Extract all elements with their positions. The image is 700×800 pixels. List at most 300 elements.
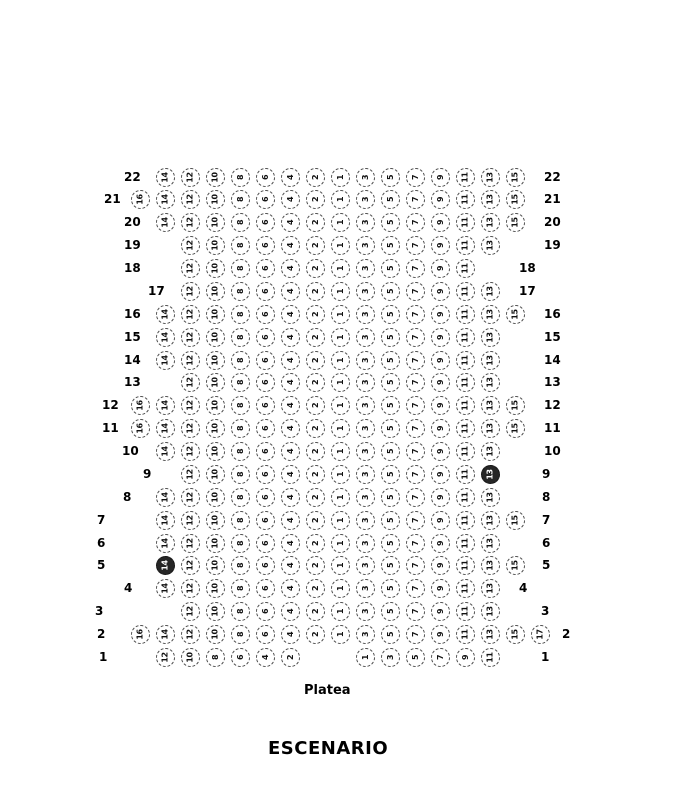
seat-row6-6[interactable] xyxy=(256,534,275,553)
seat-row9-13[interactable] xyxy=(481,465,500,484)
seat-row7-13[interactable] xyxy=(481,511,500,530)
seat-row21-5[interactable] xyxy=(381,190,400,209)
seat-row20-13[interactable] xyxy=(481,213,500,232)
seat-row19-4[interactable] xyxy=(281,236,300,255)
seat-row13-7[interactable] xyxy=(406,373,425,392)
seat-row6-12[interactable] xyxy=(181,534,200,553)
seat-row13-9[interactable] xyxy=(431,373,450,392)
seat-row3-13[interactable] xyxy=(481,602,500,621)
seat-row7-4[interactable] xyxy=(281,511,300,530)
seat-row3-10[interactable] xyxy=(206,602,225,621)
seat-row11-16[interactable] xyxy=(131,419,150,438)
seat-row21-16[interactable] xyxy=(131,190,150,209)
seat-row11-4[interactable] xyxy=(281,419,300,438)
seat-row11-10[interactable] xyxy=(206,419,225,438)
seat-row3-11[interactable] xyxy=(456,602,475,621)
seat-row18-6[interactable] xyxy=(256,259,275,278)
seat-row18-2[interactable] xyxy=(306,259,325,278)
seat-row14-6[interactable] xyxy=(256,351,275,370)
seat-row22-6[interactable] xyxy=(256,168,275,187)
seat-row21-8[interactable] xyxy=(231,190,250,209)
seat-row9-7[interactable] xyxy=(406,465,425,484)
seat-row5-10[interactable] xyxy=(206,556,225,575)
seat-row6-8[interactable] xyxy=(231,534,250,553)
seat-row20-15[interactable] xyxy=(506,213,525,232)
seat-row20-6[interactable] xyxy=(256,213,275,232)
seat-row8-14[interactable] xyxy=(156,488,175,507)
seat-row14-13[interactable] xyxy=(481,351,500,370)
seat-row5-12[interactable] xyxy=(181,556,200,575)
seat-row13-4[interactable] xyxy=(281,373,300,392)
seat-row22-11[interactable] xyxy=(456,168,475,187)
seat-row4-2[interactable] xyxy=(306,579,325,598)
seat-row15-10[interactable] xyxy=(206,328,225,347)
seat-row21-4[interactable] xyxy=(281,190,300,209)
seat-row14-3[interactable] xyxy=(356,351,375,370)
seat-row2-11[interactable] xyxy=(456,625,475,644)
seat-row8-12[interactable] xyxy=(181,488,200,507)
seat-row21-13[interactable] xyxy=(481,190,500,209)
seat-row2-8[interactable] xyxy=(231,625,250,644)
seat-row20-14[interactable] xyxy=(156,213,175,232)
seat-row14-9[interactable] xyxy=(431,351,450,370)
seat-row15-5[interactable] xyxy=(381,328,400,347)
seat-row14-5[interactable] xyxy=(381,351,400,370)
seat-row12-1[interactable] xyxy=(331,396,350,415)
seat-row6-5[interactable] xyxy=(381,534,400,553)
seat-row22-9[interactable] xyxy=(431,168,450,187)
seat-row16-11[interactable] xyxy=(456,305,475,324)
seat-row1-10[interactable] xyxy=(181,648,200,667)
seat-row15-12[interactable] xyxy=(181,328,200,347)
seat-row17-7[interactable] xyxy=(406,282,425,301)
seat-row18-8[interactable] xyxy=(231,259,250,278)
seat-row4-3[interactable] xyxy=(356,579,375,598)
seat-row11-5[interactable] xyxy=(381,419,400,438)
seat-row7-12[interactable] xyxy=(181,511,200,530)
seat-row15-4[interactable] xyxy=(281,328,300,347)
seat-row19-12[interactable] xyxy=(181,236,200,255)
seat-row11-8[interactable] xyxy=(231,419,250,438)
seat-row18-11[interactable] xyxy=(456,259,475,278)
seat-row15-6[interactable] xyxy=(256,328,275,347)
seat-row21-15[interactable] xyxy=(506,190,525,209)
seat-row8-8[interactable] xyxy=(231,488,250,507)
seat-row17-10[interactable] xyxy=(206,282,225,301)
seat-row6-2[interactable] xyxy=(306,534,325,553)
seat-row5-11[interactable] xyxy=(456,556,475,575)
seat-row3-5[interactable] xyxy=(381,602,400,621)
seat-row17-4[interactable] xyxy=(281,282,300,301)
seat-row16-1[interactable] xyxy=(331,305,350,324)
seat-row1-2[interactable] xyxy=(281,648,300,667)
seat-row7-1[interactable] xyxy=(331,511,350,530)
seat-row4-10[interactable] xyxy=(206,579,225,598)
seat-row9-4[interactable] xyxy=(281,465,300,484)
seat-row12-11[interactable] xyxy=(456,396,475,415)
seat-row2-5[interactable] xyxy=(381,625,400,644)
seat-row6-9[interactable] xyxy=(431,534,450,553)
seat-row12-6[interactable] xyxy=(256,396,275,415)
seat-row18-10[interactable] xyxy=(206,259,225,278)
seat-row2-3[interactable] xyxy=(356,625,375,644)
seat-row3-2[interactable] xyxy=(306,602,325,621)
seat-row14-1[interactable] xyxy=(331,351,350,370)
seat-row10-14[interactable] xyxy=(156,442,175,461)
seat-row1-1[interactable] xyxy=(356,648,375,667)
seat-row20-10[interactable] xyxy=(206,213,225,232)
seat-row5-13[interactable] xyxy=(481,556,500,575)
seat-row2-7[interactable] xyxy=(406,625,425,644)
seat-row12-14[interactable] xyxy=(156,396,175,415)
seat-row4-13[interactable] xyxy=(481,579,500,598)
seat-row9-9[interactable] xyxy=(431,465,450,484)
seat-row21-12[interactable] xyxy=(181,190,200,209)
seat-row10-1[interactable] xyxy=(331,442,350,461)
seat-row15-1[interactable] xyxy=(331,328,350,347)
seat-row7-14[interactable] xyxy=(156,511,175,530)
seat-row13-2[interactable] xyxy=(306,373,325,392)
seat-row17-13[interactable] xyxy=(481,282,500,301)
seat-row21-7[interactable] xyxy=(406,190,425,209)
seat-row2-6[interactable] xyxy=(256,625,275,644)
seat-row14-11[interactable] xyxy=(456,351,475,370)
seat-row22-12[interactable] xyxy=(181,168,200,187)
seat-row9-3[interactable] xyxy=(356,465,375,484)
seat-row22-8[interactable] xyxy=(231,168,250,187)
seat-row7-7[interactable] xyxy=(406,511,425,530)
seat-row20-9[interactable] xyxy=(431,213,450,232)
seat-row12-8[interactable] xyxy=(231,396,250,415)
seat-row12-3[interactable] xyxy=(356,396,375,415)
seat-row6-7[interactable] xyxy=(406,534,425,553)
seat-row2-14[interactable] xyxy=(156,625,175,644)
seat-row18-7[interactable] xyxy=(406,259,425,278)
seat-row17-6[interactable] xyxy=(256,282,275,301)
seat-row9-12[interactable] xyxy=(181,465,200,484)
seat-row4-12[interactable] xyxy=(181,579,200,598)
seat-row19-11[interactable] xyxy=(456,236,475,255)
seat-row22-13[interactable] xyxy=(481,168,500,187)
seat-row16-6[interactable] xyxy=(256,305,275,324)
seat-row16-15[interactable] xyxy=(506,305,525,324)
seat-row22-7[interactable] xyxy=(406,168,425,187)
seat-row14-10[interactable] xyxy=(206,351,225,370)
seat-row3-12[interactable] xyxy=(181,602,200,621)
seat-row19-13[interactable] xyxy=(481,236,500,255)
seat-row11-14[interactable] xyxy=(156,419,175,438)
seat-row21-6[interactable] xyxy=(256,190,275,209)
seat-row17-12[interactable] xyxy=(181,282,200,301)
seat-row22-5[interactable] xyxy=(381,168,400,187)
seat-row17-11[interactable] xyxy=(456,282,475,301)
seat-row11-1[interactable] xyxy=(331,419,350,438)
seat-row12-5[interactable] xyxy=(381,396,400,415)
seat-row8-11[interactable] xyxy=(456,488,475,507)
seat-row13-11[interactable] xyxy=(456,373,475,392)
seat-row2-17[interactable] xyxy=(531,625,550,644)
seat-row10-9[interactable] xyxy=(431,442,450,461)
seat-row7-8[interactable] xyxy=(231,511,250,530)
seat-row3-4[interactable] xyxy=(281,602,300,621)
seat-row11-9[interactable] xyxy=(431,419,450,438)
seat-row5-15[interactable] xyxy=(506,556,525,575)
seat-row18-3[interactable] xyxy=(356,259,375,278)
seat-row1-3[interactable] xyxy=(381,648,400,667)
seat-row21-14[interactable] xyxy=(156,190,175,209)
seat-row2-16[interactable] xyxy=(131,625,150,644)
seat-row20-5[interactable] xyxy=(381,213,400,232)
seat-row7-11[interactable] xyxy=(456,511,475,530)
seat-row8-2[interactable] xyxy=(306,488,325,507)
seat-row13-12[interactable] xyxy=(181,373,200,392)
seat-row16-4[interactable] xyxy=(281,305,300,324)
seat-row13-3[interactable] xyxy=(356,373,375,392)
seat-row1-4[interactable] xyxy=(256,648,275,667)
seat-row10-6[interactable] xyxy=(256,442,275,461)
seat-row11-13[interactable] xyxy=(481,419,500,438)
seat-row17-3[interactable] xyxy=(356,282,375,301)
seat-row22-2[interactable] xyxy=(306,168,325,187)
seat-row12-4[interactable] xyxy=(281,396,300,415)
seat-row5-5[interactable] xyxy=(381,556,400,575)
seat-row12-9[interactable] xyxy=(431,396,450,415)
seat-row12-2[interactable] xyxy=(306,396,325,415)
seat-row5-8[interactable] xyxy=(231,556,250,575)
seat-row20-12[interactable] xyxy=(181,213,200,232)
seat-row6-11[interactable] xyxy=(456,534,475,553)
seat-row10-8[interactable] xyxy=(231,442,250,461)
seat-row19-1[interactable] xyxy=(331,236,350,255)
seat-row10-5[interactable] xyxy=(381,442,400,461)
seat-row10-3[interactable] xyxy=(356,442,375,461)
seat-row16-12[interactable] xyxy=(181,305,200,324)
seat-row16-2[interactable] xyxy=(306,305,325,324)
seat-row16-10[interactable] xyxy=(206,305,225,324)
seat-row2-13[interactable] xyxy=(481,625,500,644)
seat-row10-7[interactable] xyxy=(406,442,425,461)
seat-row9-6[interactable] xyxy=(256,465,275,484)
seat-row8-10[interactable] xyxy=(206,488,225,507)
seat-row4-4[interactable] xyxy=(281,579,300,598)
seat-row11-15[interactable] xyxy=(506,419,525,438)
seat-row16-5[interactable] xyxy=(381,305,400,324)
seat-row1-7[interactable] xyxy=(431,648,450,667)
seat-row19-7[interactable] xyxy=(406,236,425,255)
seat-row20-7[interactable] xyxy=(406,213,425,232)
seat-row13-10[interactable] xyxy=(206,373,225,392)
seat-row22-14[interactable] xyxy=(156,168,175,187)
seat-row5-3[interactable] xyxy=(356,556,375,575)
seat-row22-1[interactable] xyxy=(331,168,350,187)
seat-row10-11[interactable] xyxy=(456,442,475,461)
seat-row20-8[interactable] xyxy=(231,213,250,232)
seat-row9-8[interactable] xyxy=(231,465,250,484)
seat-row12-13[interactable] xyxy=(481,396,500,415)
seat-row6-10[interactable] xyxy=(206,534,225,553)
seat-row5-2[interactable] xyxy=(306,556,325,575)
seat-row14-7[interactable] xyxy=(406,351,425,370)
seat-row3-9[interactable] xyxy=(431,602,450,621)
seat-row8-9[interactable] xyxy=(431,488,450,507)
seat-row18-4[interactable] xyxy=(281,259,300,278)
seat-row11-7[interactable] xyxy=(406,419,425,438)
seat-row18-9[interactable] xyxy=(431,259,450,278)
seat-row12-16[interactable] xyxy=(131,396,150,415)
seat-row5-14[interactable] xyxy=(156,556,175,575)
seat-row22-15[interactable] xyxy=(506,168,525,187)
seat-row20-11[interactable] xyxy=(456,213,475,232)
seat-row8-7[interactable] xyxy=(406,488,425,507)
seat-row4-1[interactable] xyxy=(331,579,350,598)
seat-row15-2[interactable] xyxy=(306,328,325,347)
seat-row9-2[interactable] xyxy=(306,465,325,484)
seat-row2-9[interactable] xyxy=(431,625,450,644)
seat-row11-6[interactable] xyxy=(256,419,275,438)
seat-row5-4[interactable] xyxy=(281,556,300,575)
seat-row10-10[interactable] xyxy=(206,442,225,461)
seat-row5-1[interactable] xyxy=(331,556,350,575)
seat-row21-1[interactable] xyxy=(331,190,350,209)
seat-row6-14[interactable] xyxy=(156,534,175,553)
seat-row22-10[interactable] xyxy=(206,168,225,187)
seat-row9-5[interactable] xyxy=(381,465,400,484)
seat-row17-5[interactable] xyxy=(381,282,400,301)
seat-row8-4[interactable] xyxy=(281,488,300,507)
seat-row21-11[interactable] xyxy=(456,190,475,209)
seat-row10-2[interactable] xyxy=(306,442,325,461)
seat-row4-8[interactable] xyxy=(231,579,250,598)
seat-row6-13[interactable] xyxy=(481,534,500,553)
seat-row3-7[interactable] xyxy=(406,602,425,621)
seat-row5-7[interactable] xyxy=(406,556,425,575)
seat-row2-1[interactable] xyxy=(331,625,350,644)
seat-row12-10[interactable] xyxy=(206,396,225,415)
seat-row7-9[interactable] xyxy=(431,511,450,530)
seat-row17-9[interactable] xyxy=(431,282,450,301)
seat-row4-11[interactable] xyxy=(456,579,475,598)
seat-row11-12[interactable] xyxy=(181,419,200,438)
seat-row2-10[interactable] xyxy=(206,625,225,644)
seat-row14-14[interactable] xyxy=(156,351,175,370)
seat-row1-8[interactable] xyxy=(206,648,225,667)
seat-row9-11[interactable] xyxy=(456,465,475,484)
seat-row3-6[interactable] xyxy=(256,602,275,621)
seat-row7-10[interactable] xyxy=(206,511,225,530)
seat-row18-12[interactable] xyxy=(181,259,200,278)
seat-row22-3[interactable] xyxy=(356,168,375,187)
seat-row4-14[interactable] xyxy=(156,579,175,598)
seat-row16-9[interactable] xyxy=(431,305,450,324)
seat-row21-9[interactable] xyxy=(431,190,450,209)
seat-row12-15[interactable] xyxy=(506,396,525,415)
seat-row13-1[interactable] xyxy=(331,373,350,392)
seat-row19-5[interactable] xyxy=(381,236,400,255)
seat-row16-7[interactable] xyxy=(406,305,425,324)
seat-row7-6[interactable] xyxy=(256,511,275,530)
seat-row20-2[interactable] xyxy=(306,213,325,232)
seat-row1-9[interactable] xyxy=(456,648,475,667)
seat-row15-9[interactable] xyxy=(431,328,450,347)
seat-row2-15[interactable] xyxy=(506,625,525,644)
seat-row17-1[interactable] xyxy=(331,282,350,301)
seat-row19-6[interactable] xyxy=(256,236,275,255)
seat-row20-3[interactable] xyxy=(356,213,375,232)
seat-row5-6[interactable] xyxy=(256,556,275,575)
seat-row16-13[interactable] xyxy=(481,305,500,324)
seat-row9-1[interactable] xyxy=(331,465,350,484)
seat-row19-9[interactable] xyxy=(431,236,450,255)
seat-row21-3[interactable] xyxy=(356,190,375,209)
seat-row6-3[interactable] xyxy=(356,534,375,553)
seat-row4-9[interactable] xyxy=(431,579,450,598)
seat-row14-12[interactable] xyxy=(181,351,200,370)
seat-row12-12[interactable] xyxy=(181,396,200,415)
seat-row21-2[interactable] xyxy=(306,190,325,209)
seat-row19-8[interactable] xyxy=(231,236,250,255)
seat-row10-12[interactable] xyxy=(181,442,200,461)
seat-row3-8[interactable] xyxy=(231,602,250,621)
seat-row15-3[interactable] xyxy=(356,328,375,347)
seat-row11-3[interactable] xyxy=(356,419,375,438)
seat-row15-8[interactable] xyxy=(231,328,250,347)
seat-row8-5[interactable] xyxy=(381,488,400,507)
seat-row12-7[interactable] xyxy=(406,396,425,415)
seat-row7-2[interactable] xyxy=(306,511,325,530)
seat-row14-4[interactable] xyxy=(281,351,300,370)
seat-row3-3[interactable] xyxy=(356,602,375,621)
seat-row1-11[interactable] xyxy=(481,648,500,667)
seat-row3-1[interactable] xyxy=(331,602,350,621)
seat-row20-1[interactable] xyxy=(331,213,350,232)
seat-row1-5[interactable] xyxy=(406,648,425,667)
seat-row2-2[interactable] xyxy=(306,625,325,644)
seat-row8-3[interactable] xyxy=(356,488,375,507)
seat-row2-4[interactable] xyxy=(281,625,300,644)
seat-row18-1[interactable] xyxy=(331,259,350,278)
seat-row13-8[interactable] xyxy=(231,373,250,392)
seat-row13-13[interactable] xyxy=(481,373,500,392)
seat-row10-13[interactable] xyxy=(481,442,500,461)
seat-row15-13[interactable] xyxy=(481,328,500,347)
seat-row4-5[interactable] xyxy=(381,579,400,598)
seat-row8-13[interactable] xyxy=(481,488,500,507)
seat-row4-7[interactable] xyxy=(406,579,425,598)
seat-row10-4[interactable] xyxy=(281,442,300,461)
seat-row20-4[interactable] xyxy=(281,213,300,232)
seat-row7-5[interactable] xyxy=(381,511,400,530)
seat-row19-10[interactable] xyxy=(206,236,225,255)
seat-row1-12[interactable] xyxy=(156,648,175,667)
seat-row19-2[interactable] xyxy=(306,236,325,255)
seat-row7-15[interactable] xyxy=(506,511,525,530)
seat-row6-4[interactable] xyxy=(281,534,300,553)
seat-row18-5[interactable] xyxy=(381,259,400,278)
seat-row11-11[interactable] xyxy=(456,419,475,438)
seat-row16-3[interactable] xyxy=(356,305,375,324)
seat-row1-6[interactable] xyxy=(231,648,250,667)
seat-row14-8[interactable] xyxy=(231,351,250,370)
seat-row2-12[interactable] xyxy=(181,625,200,644)
seat-row5-9[interactable] xyxy=(431,556,450,575)
seat-row4-6[interactable] xyxy=(256,579,275,598)
seat-row19-3[interactable] xyxy=(356,236,375,255)
seat-row17-2[interactable] xyxy=(306,282,325,301)
seat-row17-8[interactable] xyxy=(231,282,250,301)
seat-row8-1[interactable] xyxy=(331,488,350,507)
seat-row13-6[interactable] xyxy=(256,373,275,392)
seat-row21-10[interactable] xyxy=(206,190,225,209)
